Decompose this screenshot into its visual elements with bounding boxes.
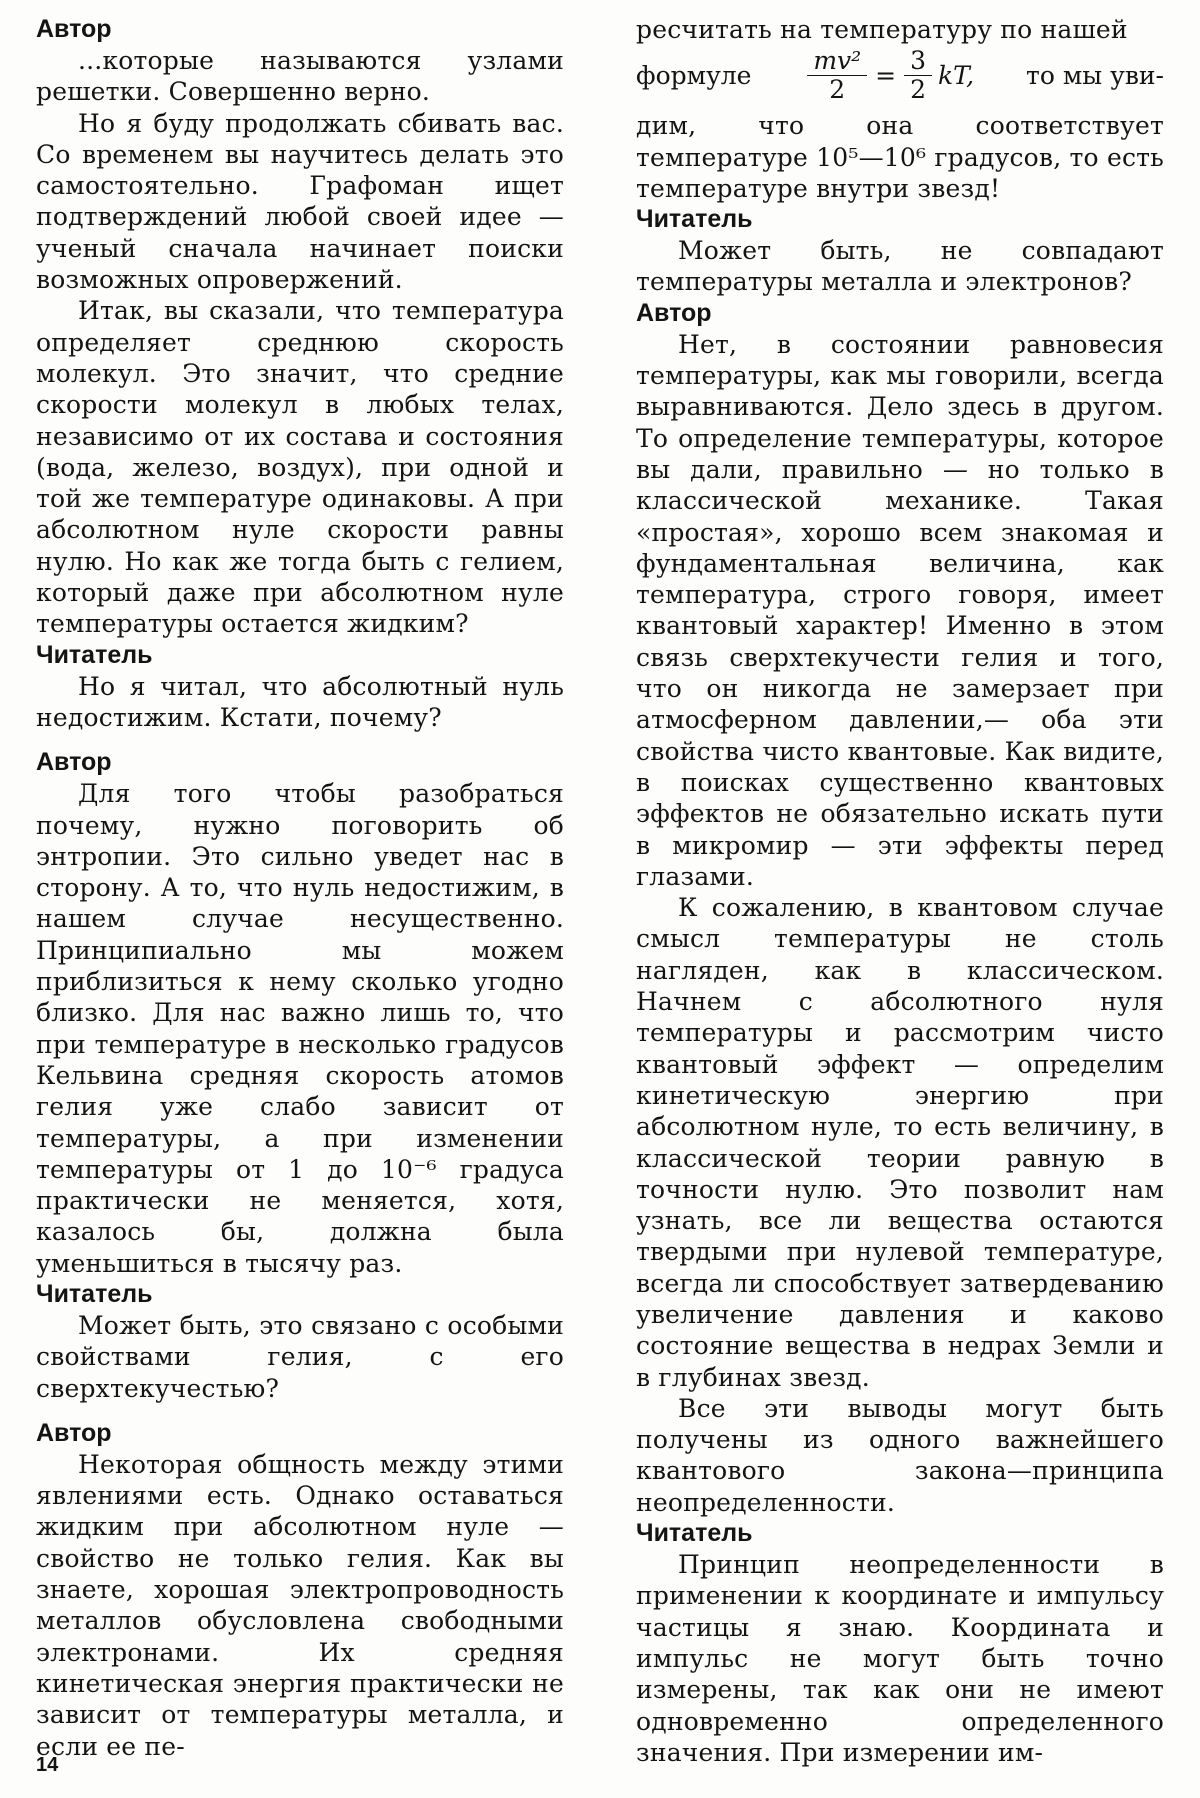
paragraph: Для того чтобы разобраться почему, нужно поговорить об энтропии. Это сильно уведет нас в сторону. А то, что нуль недостижим, в нашем случае несущественно. Принципиально мы можем приблизиться к нему сколько угодно близко. Для нас важно лишь то, что при температуре в несколько градусов Кельвина средняя скорость атомов гелия уже слабо зависит от температуры, а при изменении температуры от 1 до 10⁻⁶ градуса практически не меняется, хотя, казалось бы, должна была уменьшиться в тысячу раз. (36, 779, 564, 1278)
paragraph: дим, что она соответствует температуре 10⁵—10⁶ градусов, то есть температуре внутри звезд! (636, 111, 1164, 203)
left-column (36, 14, 564, 1762)
paragraph: Принцип неопределенности в применении к координате и импульсу частицы я знаю. Координата и импульс не могут быть точно измерены, так как они не имеют одновременно определенного значения. При измерении им- (636, 1550, 1164, 1767)
speaker-label: Читатель (36, 1279, 153, 1308)
speaker-label: Автор (36, 748, 112, 777)
formula-tail: то мы уви- (1025, 61, 1164, 91)
fraction-denominator: 2 (829, 75, 846, 105)
fraction-numerator: 3 (904, 47, 932, 76)
paragraph-continued: ресчитать на температуру по нашей (636, 15, 1128, 44)
right-column (636, 14, 1164, 1768)
fraction-denominator: 2 (910, 75, 927, 105)
formula-kt: kT, (938, 61, 975, 91)
paragraph: К сожалению, в квантовом случае смысл температуры не столь нагляден, как в классическом. Начнем с абсолютного нуля температуры и рассмотрим чисто квантовый эффект — определим кинетическую энергию при абсолютном нуле, то есть величину, в классической теории равную в точности нулю. Это позволит нам узнать, все ли вещества остаются твердыми при нулевой температуре, всегда ли способствует затвердеванию увеличение давления и каково состояние вещества в недрах Земли и в глубинах звезд. (636, 893, 1164, 1392)
paragraph: Итак, вы сказали, что температура определяет среднюю скорость молекул. Это значит, что средние скорости молекул в любых телах, независимо от их состава и состояния (вода, железо, воздух), при одной и той же температуре одинаковы. А при абсолютном нуле скорости равны нулю. Но как же тогда быть с гелием, который даже при абсолютном нуле температуры остается жидким? (36, 296, 564, 639)
page-number: 14 (36, 1754, 59, 1776)
paragraph: ...которые называются узлами решетки. Совершенно верно. (36, 46, 564, 107)
paragraph: Но я читал, что абсолютный нуль недостижим. Кстати, почему? (36, 671, 564, 732)
paragraph: Нет, в состоянии равновесия температуры, как мы говорили, всегда выравниваются. Дело здесь в другом. То определение температуры, которое вы дали, правильно — но только в классической механике. Такая «простая», хорошо всем знакомая и фундаментальная величина, как температура, строго говоря, имеет квантовый характер! Именно в этом связь сверхтекучести гелия и того, что он никогда не замерзает при атмосферном давлении,— оба эти свойства чисто квантовые. Как видите, в поисках существенно квантовых эффектов не обязательно искать пути в микромир — эти эффекты перед глазами. (636, 329, 1164, 891)
speaker-label: Автор (636, 298, 712, 327)
paragraph: Все эти выводы могут быть получены из одного важнейшего квантового закона—принципа неопределенности. (636, 1393, 1164, 1517)
fraction-three-halves (904, 47, 932, 104)
formula (636, 47, 1164, 104)
paragraph: Может быть, это связано с особыми свойствами гелия, с его сверхтекучестью? (36, 1310, 564, 1403)
fraction-kinetic (807, 47, 867, 104)
paragraph: Но я буду продолжать сбивать вас. Со временем вы научитесь делать это самостоятельно. Графоман ищет подтверждений любой своей идее — ученый сначала начинает поиски возможных опровержений. (36, 108, 564, 295)
speaker-label: Читатель (636, 1519, 753, 1548)
paragraph: Некоторая общность между этими явлениями есть. Однако оставаться жидким при абсолютном нуле — свойство не только гелия. Как вы знаете, хорошая электропроводность металлов обусловлена свободными электронами. Их средняя кинетическая энергия практически не зависит от температуры металла, и если ее пе- (36, 1449, 564, 1761)
fraction-numerator: mv² (807, 47, 867, 76)
speaker-label: Автор (36, 15, 112, 43)
paragraph: Может быть, не совпадают температуры металла и электронов? (636, 236, 1164, 297)
speaker-label: Читатель (636, 205, 753, 234)
speaker-label: Автор (36, 1418, 112, 1447)
formula-lead: формуле (636, 61, 752, 91)
speaker-label: Читатель (36, 640, 153, 669)
equals-sign: = (875, 61, 897, 91)
